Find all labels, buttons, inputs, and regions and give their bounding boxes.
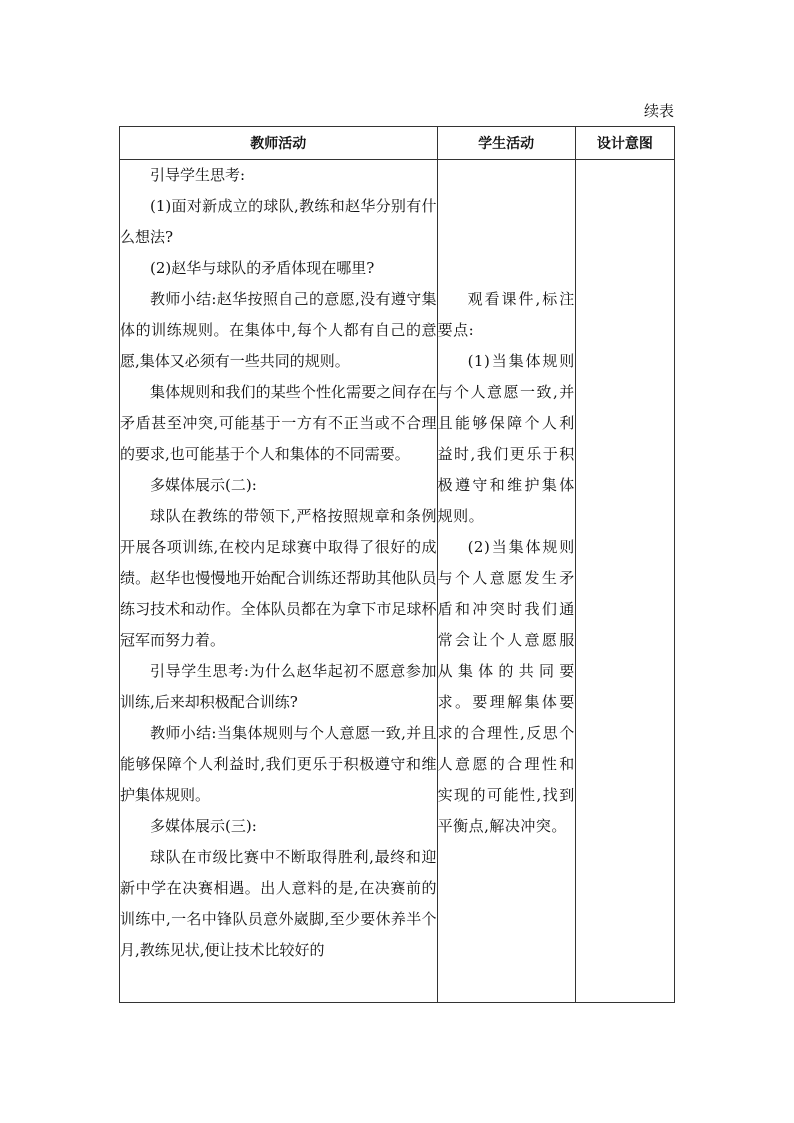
table-row	[120, 160, 675, 1003]
continued-table-label: 续表	[643, 102, 674, 120]
teacher-paragraph: 引导学生思考:为什么赵华起初不愿意参加训练,后来却积极配合训练?	[120, 662, 437, 711]
teacher-paragraph: (2)赵华与球队的矛盾体现在哪里?	[150, 259, 375, 277]
table-header-row	[120, 127, 675, 160]
student-paragraph: (2)当集体规则与个人意愿发生矛盾和冲突时我们通常会让个人意愿服从集体的共同要求。要理解集体要求的合理性,反思个人意愿的合理性和实现的可能性,找到平衡点,解决冲突。	[437, 538, 575, 835]
teacher-paragraph: 教师小结:赵华按照自己的意愿,没有遵守集体的训练规则。在集体中,每个人都有自己的意愿,集体又必须有一些共同的规则。	[120, 290, 437, 370]
header-student-activity: 学生活动	[437, 127, 575, 160]
student-paragraph: 观看课件,标注要点:	[437, 290, 575, 339]
teacher-paragraph: 集体规则和我们的某些个性化需要之间存在矛盾甚至冲突,可能基于一方有不正当或不合理的要求,也可能基于个人和集体的不同需要。	[120, 383, 437, 463]
teacher-paragraph: 教师小结:当集体规则与个人意愿一致,并且能够保障个人利益时,我们更乐于积极遵守和维护集体规则。	[120, 724, 437, 804]
teacher-paragraph: 球队在市级比赛中不断取得胜利,最终和迎新中学在决赛相遇。出人意料的是,在决赛前的训练中,一名中锋队员意外崴脚,至少要休养半个月,教练见状,便让技术比较好的	[120, 848, 437, 959]
teacher-paragraph: (1)面对新成立的球队,教练和赵华分别有什么想法?	[120, 197, 437, 246]
student-cell-spacer	[438, 160, 575, 284]
teacher-paragraph: 多媒体展示(二):	[150, 476, 257, 494]
teacher-activity-cell	[120, 160, 438, 1003]
design-intent-cell	[575, 160, 674, 1003]
teacher-paragraph: 球队在教练的带领下,严格按照规章和条例开展各项训练,在校内足球赛中取得了很好的成绩。赵华也慢慢地开始配合训练还帮助其他队员练习技术和动作。全体队员都在为拿下市足球杯冠军而努力着。	[120, 507, 437, 649]
teacher-paragraph: 多媒体展示(三):	[150, 817, 257, 835]
header-teacher-activity: 教师活动	[120, 127, 438, 160]
student-activity-cell	[437, 160, 575, 1003]
lesson-activity-table	[119, 126, 675, 1003]
student-paragraph: (1)当集体规则与个人意愿一致,并且能够保障个人利益时,我们更乐于积极遵守和维护集体规则。	[437, 352, 575, 525]
header-design-intent: 设计意图	[575, 127, 674, 160]
teacher-paragraph: 引导学生思考:	[150, 166, 246, 184]
